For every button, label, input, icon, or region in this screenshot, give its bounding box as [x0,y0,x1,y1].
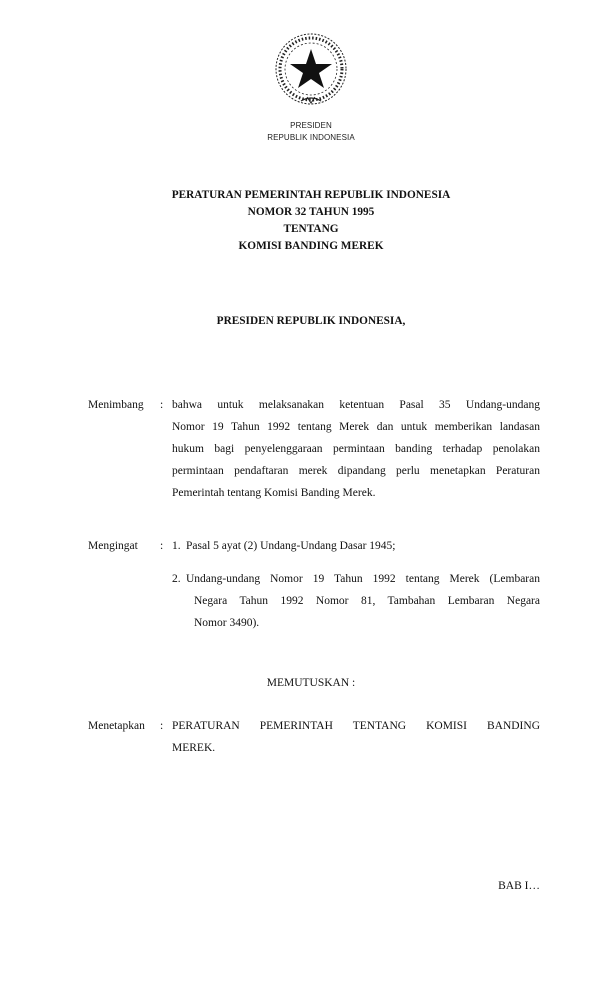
emblem-label-republik: REPUBLIK INDONESIA [267,133,355,142]
title-line-1: PERATURAN PEMERINTAH REPUBLIK INDONESIA [171,189,451,201]
menetapkan-line: MEREK. [172,742,216,754]
emblem-label-presiden: PRESIDEN [290,121,332,130]
mengingat-item-2-line: Nomor 3490). [194,617,260,629]
mengingat-item-2-line: Undang-undang Nomor 19 Tahun 1992 tentang Merek (Lembaran [186,573,540,585]
menimbang-line: Pemerintah tentang Komisi Banding Merek. [172,487,376,499]
menimbang-line: Nomor 19 Tahun 1992 tentang Merek dan untuk memberikan landasan [172,421,540,433]
menimbang-line: bahwa untuk melaksanakan ketentuan Pasal 35 Undang-undang [172,399,540,411]
title-line-4: KOMISI BANDING MEREK [238,240,384,252]
menetapkan-label: Menetapkan [88,720,145,732]
memutuskan-heading: MEMUTUSKAN : [266,677,356,689]
menimbang-colon: : [160,399,164,411]
menimbang-line: permintaan pendaftaran merek dipandang perlu menetapkan Peraturan [172,465,540,477]
menimbang-line: hukum bagi penyelenggaraan permintaan banding terhadap penolakan [172,443,540,455]
mengingat-label: Mengingat [88,540,138,552]
mengingat-colon: : [160,540,164,552]
title-line-3: TENTANG [283,223,339,235]
mengingat-item-2-number: 2. [172,573,181,585]
menimbang-label: Menimbang [88,399,144,411]
president-heading: PRESIDEN REPUBLIK INDONESIA, [216,315,406,327]
continuation-marker: BAB I… [498,880,540,892]
garuda-emblem-icon [271,31,351,111]
title-line-2: NOMOR 32 TAHUN 1995 [247,206,375,218]
mengingat-item-2-line: Negara Tahun 1992 Nomor 81, Tambahan Lembaran Negara [194,595,540,607]
menetapkan-colon: : [160,720,164,732]
mengingat-item-1: Pasal 5 ayat (2) Undang-Undang Dasar 1945; [186,540,396,552]
mengingat-item-1-number: 1. [172,540,181,552]
menetapkan-line: PERATURAN PEMERINTAH TENTANG KOMISI BANDING [172,720,540,732]
